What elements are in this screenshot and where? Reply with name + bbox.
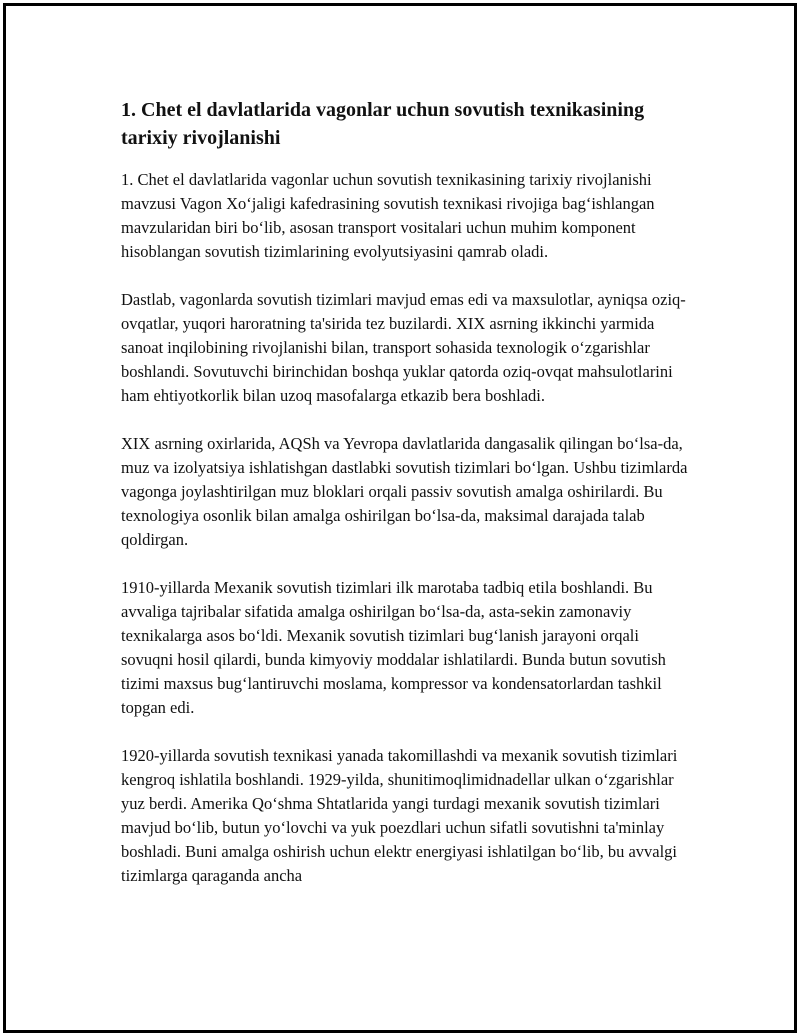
paragraph-ice-cooling: XIX asrning oxirlarida, AQSh va Yevropa davlatlarida dangasalik qilingan bo‘lsa-da, muz va izolyatsiya ishlatishgan dastlabki sovutish tizimlari bo‘lgan. Ushbu tizimlarda vagonga joylashtirilgan muz bloklari orqali passiv sovutish amalga oshirilardi. Bu texnologiya osonlik bilan amalga oshirilgan bo‘lsa-da, maksimal darajada talab qoldirgan.: [121, 434, 688, 549]
paragraph-intro: 1. Chet el davlatlarida vagonlar uchun sovutish texnikasining tarixiy rivojlanishi mavzusi Vagon Xo‘jaligi kafedrasining sovutish texnikasi rivojiga bag‘ishlangan mavzularidan biri bo‘lib, asosan transport vositalari uchun muhim komponent hisoblangan sovutish tizimlarining evolyutsiyasini qamrab oladi.: [121, 170, 655, 261]
document-page: [3, 3, 797, 1033]
document-body: [121, 96, 691, 912]
paragraph-1920s: 1920-yillarda sovutish texnikasi yanada takomillashdi va mexanik sovutish tizimlari kengroq ishlatila boshlandi. 1929-yilda, shunitimoqlimidnadellar ulkan o‘zgarishlar yuz berdi. Amerika Qo‘shma Shtatlarida yangi turdagi mexanik sovutish tizimlari mavjud bo‘lib, butun yo‘lovchi va yuk poezdlari uchun sifatli sovutishni ta'minlay boshladi. Buni amalga oshirish uchun elektr energiyasi ishlatilgan bo‘lib, bu avvalgi tizimlarga qaraganda ancha: [121, 746, 678, 885]
paragraph-early-history: Dastlab, vagonlarda sovutish tizimlari mavjud emas edi va maxsulotlar, ayniqsa oziq-ovqatlar, yuqori haroratning ta'sirida tez buzilardi. XIX asrning ikkinchi yarmida sanoat inqilobining rivojlanishi bilan, transport sohasida texnologik o‘zgarishlar boshlandi. Sovutuvchi birinchidan boshqa yuklar qatorda oziq-ovqat mahsulotlarini ham ehtiyotkorlik bilan uzoq masofalarga etkazib bera boshladi.: [121, 290, 686, 405]
document-title: 1. Chet el davlatlarida vagonlar uchun sovutish texnikasining tarixiy rivojlanishi: [121, 99, 645, 149]
paragraph-mechanical-1910s: 1910-yillarda Mexanik sovutish tizimlari ilk marotaba tadbiq etila boshlandi. Bu avvaliga tajribalar sifatida amalga oshirilgan bo‘lsa-da, asta-sekin zamonaviy texnikalarga asos bo‘ldi. Mexanik sovutish tizimlari bug‘lanish jarayoni orqali sovuqni hosil qilardi, bunda kimyoviy moddalar ishlatilardi. Bunda butun sovutish tizimi maxsus bug‘lantiruvchi moslama, kompressor va kondensatorlardan tashkil topgan edi.: [121, 578, 666, 717]
